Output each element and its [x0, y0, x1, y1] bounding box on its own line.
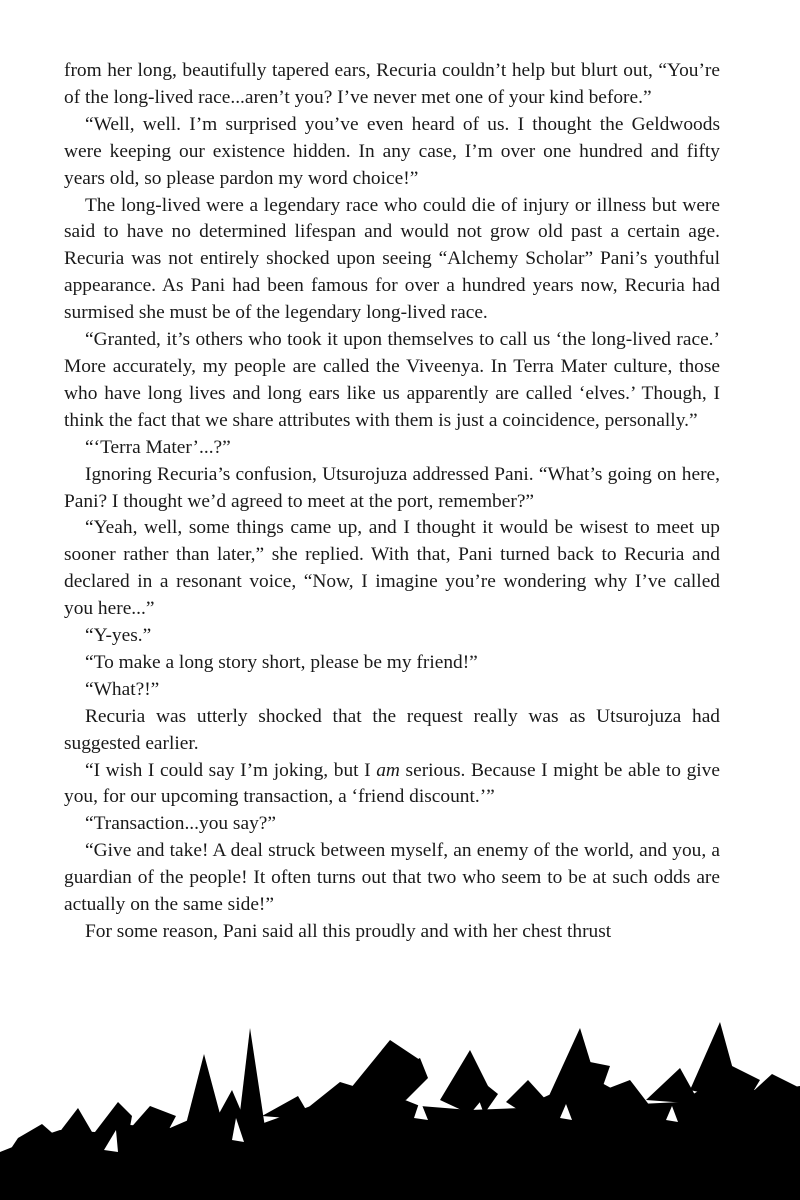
shard-right-5: [690, 1022, 742, 1102]
shard-group: [0, 1022, 800, 1200]
paragraph-15: For some reason, Pani said all this proudly and with her chest thrust: [85, 921, 612, 942]
paragraph-5: “‘Terra Mater’...?”: [85, 436, 231, 458]
shattered-glass-decoration: [0, 1020, 800, 1200]
paragraph-12-after: serious. Because I might be able to give you, for our upcoming transaction, a ‘friend discount.’”: [64, 759, 720, 808]
paragraph-1: from her long, beautifully tapered ears, Recuria couldn’t help but blurt out, “You’re of the long-lived race...aren’t you? I’ve never met one of your kind before.”: [64, 60, 720, 108]
paragraph-14: “Give and take! A deal struck between myself, an enemy of the world, and you, a guardian of the people! It often turns out that two who seem to be at such odds are actually on the same side!”: [64, 840, 720, 916]
paragraph-7: “Yeah, well, some things came up, and I thought it would be wisest to meet up sooner rather than later,” she replied. With that, Pani turned back to Recuria and declared in a resonant voice, “Now, I imagine you’re wondering why I’ve called you here...”: [64, 517, 720, 620]
paragraph-12-before: “I wish I could say I’m joking, but I: [85, 759, 377, 781]
paragraph-9: “To make a long story short, please be my friend!”: [85, 651, 478, 673]
paragraph-6: Ignoring Recuria’s confusion, Utsurojuza addressed Pani. “What’s going on here, Pani? I thought we’d agreed to meet at the port, remember?”: [64, 463, 720, 512]
body-text: [64, 58, 720, 946]
paragraph-3: The long-lived were a legendary race who could die of injury or illness but were said to have no determined lifespan and would not grow old past a certain age. Recuria was not entirely shocked upon seeing “Alchemy Scholar” Pani’s youthful appearance. As Pani had been famous for over a hundred years now, Recuria had surmised she must be of the legendary long-lived race.: [64, 194, 720, 324]
paragraph-12: [64, 758, 720, 812]
paragraph-12-emphasis: am: [376, 759, 400, 781]
paragraph-2: “Well, well. I’m surprised you’ve even heard of us. I thought the Geldwoods were keeping our existence hidden. In any case, I’m over one hundred and fifty years old, so please pardon my word choice!”: [64, 113, 720, 189]
paragraph-10: “What?!”: [85, 678, 160, 700]
shard-spike-4: [262, 1096, 312, 1120]
paragraph-4: “Granted, it’s others who took it upon themselves to call us ‘the long-lived race.’ More accurately, my people are called the Viveenya. In Terra Mater culture, those who have long lives and long ears like us apparently are called ‘elves.’ Though, I think the fact that we share attributes with them is just a coincidence, personally.”: [64, 329, 720, 431]
shard-left-3: [95, 1102, 132, 1138]
paragraph-11: Recuria was utterly shocked that the request really was as Utsurojuza had suggested earlier.: [64, 705, 720, 754]
paragraph-13: “Transaction...you say?”: [85, 813, 276, 835]
paragraph-8: “Y-yes.”: [85, 625, 152, 647]
